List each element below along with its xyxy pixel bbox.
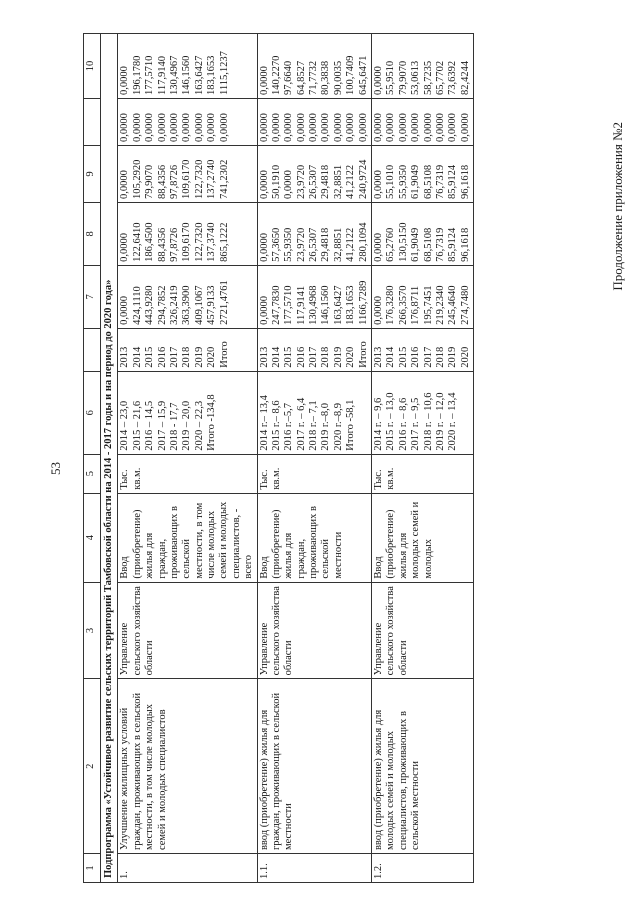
total-funding-value: 176,8711 — [410, 285, 422, 325]
measure-name: ввод (приобретение) жилья для молодых семей и молодых специалистов, проживающих в сельской местности — [372, 679, 474, 854]
indicator: Ввод (приобретение) жилья для граждан, проживающих в сельской местности, в том числе молодых семей и молодых специалистов, - всего — [118, 493, 257, 582]
unit: Тыс. кв.м. — [372, 454, 474, 493]
target-values-value: 2017 г. – 6,4 — [295, 397, 307, 451]
column-number: 7 — [84, 265, 101, 328]
extrabudgetary-funding-value: 0,0000 — [258, 66, 270, 96]
federal-funding-value: 109,6170 — [181, 222, 193, 262]
total-funding-value: 0,0000 — [258, 295, 270, 325]
target-values — [118, 371, 257, 454]
target-values-value: 2019 г. – 12,0 — [434, 392, 446, 451]
years-value: 2017 — [308, 346, 320, 368]
federal-funding-value: 96,1618 — [459, 227, 471, 262]
total-funding-value: 363,3900 — [181, 285, 193, 325]
column-number: 9 — [84, 145, 101, 202]
total-funding-value: 424,1110 — [131, 286, 143, 325]
regional-funding — [118, 145, 257, 202]
years-value: 2015 — [144, 346, 156, 368]
regional-funding-value: 0,0000 — [119, 170, 131, 199]
federal-funding-value: 29,4818 — [320, 227, 332, 262]
regional-funding-value: 85,9124 — [447, 164, 459, 199]
column-number — [84, 99, 101, 146]
target-values-value: 2016 – 14,5 — [144, 400, 156, 451]
regional-funding-value: 137,2740 — [206, 159, 218, 199]
municipal-funding-value: 0,0000 — [270, 113, 282, 142]
row-number: 1. — [118, 854, 257, 883]
federal-funding-value: 88,4356 — [156, 227, 168, 262]
target-values-value: 2015 г. – 13,0 — [385, 392, 397, 451]
column-number: 8 — [84, 202, 101, 265]
regional-funding-value: 79,9070 — [144, 164, 156, 199]
municipal-funding-value: 0,0000 — [459, 113, 471, 142]
regional-funding-value: 55,1010 — [385, 164, 397, 199]
regional-funding-value: 0,0000 — [258, 170, 270, 199]
total-funding-value: 443,9280 — [144, 285, 156, 325]
total-funding — [118, 265, 257, 328]
federal-funding-value: 865,1222 — [218, 222, 230, 262]
federal-funding — [257, 202, 372, 265]
years-value: 2013 — [258, 346, 270, 368]
row-number: 1.1. — [257, 854, 372, 883]
municipal-funding-value: 0,0000 — [193, 113, 205, 142]
total-funding-value: 294,7852 — [156, 285, 168, 325]
municipal-funding-value: 0,0000 — [308, 113, 320, 142]
federal-funding-value: 61,9049 — [410, 227, 422, 262]
municipal-funding-value: 0,0000 — [258, 113, 270, 142]
target-values-value: 2020 г. – 13,4 — [447, 392, 459, 451]
extrabudgetary-funding-value: 90,0035 — [332, 60, 344, 96]
regional-funding-value: 96,1618 — [459, 164, 471, 199]
years-value: 2019 — [332, 346, 344, 368]
years-value: 2013 — [373, 346, 385, 368]
years-value: 2020 — [206, 346, 218, 368]
target-values-value: 2018 - 17,7 — [168, 402, 180, 451]
total-funding-value: 219,2340 — [434, 285, 446, 325]
years-value: 2014 — [385, 346, 397, 368]
target-values-value: 2014 – 23,0 — [119, 400, 131, 451]
federal-funding-value: 57,3650 — [270, 227, 282, 262]
total-funding-value: 0,0000 — [373, 295, 385, 325]
total-funding-value: 409,1067 — [193, 285, 205, 325]
target-values-value: 2018 г. – 10,6 — [422, 392, 434, 451]
federal-funding-value: 0,0000 — [258, 232, 270, 262]
regional-funding-value: 55,9350 — [397, 164, 409, 199]
extrabudgetary-funding-value: 64,8527 — [295, 60, 307, 96]
total-funding — [257, 265, 372, 328]
regional-funding-value: 61,9049 — [410, 164, 422, 199]
years — [118, 328, 257, 371]
extrabudgetary-funding-value: 117,9140 — [156, 56, 168, 96]
municipal-funding-value: 0,0000 — [332, 113, 344, 142]
indicator: Ввод (приобретение) жилья для граждан, проживающих в сельской местности — [257, 493, 372, 582]
executor: Управление сельского хозяйства области — [372, 582, 474, 679]
municipal-funding-value: 0,0000 — [320, 113, 332, 142]
regional-funding-value: 29,4818 — [320, 164, 332, 199]
federal-funding-value: 65,2760 — [385, 227, 397, 262]
column-number: 6 — [84, 371, 101, 454]
unit: Тыс. кв.м. — [118, 454, 257, 493]
extrabudgetary-funding-value: 163,6427 — [193, 55, 205, 96]
federal-funding-value: 55,9350 — [283, 227, 295, 262]
extrabudgetary-funding-value: 58,7235 — [422, 60, 434, 96]
measure-name: ввод (приобретение) жилья для граждан, проживающих в сельской местности — [257, 679, 372, 854]
target-values-value: 2017 г. – 9,5 — [410, 397, 422, 451]
target-values-value: 2018 г.– 7,1 — [308, 400, 320, 451]
column-number: 4 — [84, 493, 101, 582]
years-value: 2016 — [295, 346, 307, 368]
regional-funding-value: 32,8851 — [332, 164, 344, 199]
total-funding-value: 176,3280 — [385, 285, 397, 325]
extrabudgetary-funding-value: 80,3838 — [320, 60, 332, 96]
years-value: 2017 — [168, 346, 180, 368]
federal-funding-value: 41,2122 — [345, 227, 357, 262]
extrabudgetary-funding — [372, 34, 474, 99]
executor: Управление сельского хозяйства области — [257, 582, 372, 679]
target-values-value: 2020 – 22,3 — [193, 400, 205, 451]
total-funding — [372, 265, 474, 328]
total-funding-value: 0,0000 — [119, 295, 131, 325]
municipal-funding — [118, 99, 257, 146]
regional-funding-value: 76,7319 — [434, 164, 446, 199]
federal-funding-value: 32,8851 — [332, 227, 344, 262]
total-funding-value: 326,2419 — [168, 285, 180, 325]
target-values-value: 2016 г. – 8,6 — [397, 397, 409, 451]
indicator: Ввод (приобретение) жилья для молодых семей и молодых — [372, 493, 474, 582]
federal-funding-value: 85,9124 — [447, 227, 459, 262]
extrabudgetary-funding-value: 73,6392 — [447, 60, 459, 96]
years — [257, 328, 372, 371]
target-values — [257, 371, 372, 454]
regional-funding-value: 122,7320 — [193, 159, 205, 199]
total-funding-value: 274,7480 — [459, 285, 471, 325]
target-values-value: 2014 г. – 9,6 — [373, 397, 385, 451]
program-table — [83, 33, 474, 883]
years-value: Итого — [218, 341, 230, 368]
table-row — [118, 34, 257, 883]
subprogram-title-row — [101, 34, 118, 883]
extrabudgetary-funding-value: 0,0000 — [373, 66, 385, 96]
column-number: 5 — [84, 454, 101, 493]
total-funding-value: 245,4640 — [447, 285, 459, 325]
federal-funding-value: 137,3740 — [206, 222, 218, 262]
municipal-funding-value: 0,0000 — [283, 113, 295, 142]
extrabudgetary-funding-value: 100,7409 — [345, 55, 357, 96]
years-value: 2013 — [119, 346, 131, 368]
federal-funding-value: 76,7319 — [434, 227, 446, 262]
federal-funding-value: 130,5150 — [397, 222, 409, 262]
total-funding-value: 183,1653 — [345, 285, 357, 325]
appendix-continuation-note: Продолжение приложения №2 — [610, 122, 625, 291]
municipal-funding-value: 0,0000 — [131, 113, 143, 142]
column-number: 1 — [84, 854, 101, 883]
municipal-funding — [257, 99, 372, 146]
extrabudgetary-funding-value: 82,4244 — [459, 60, 471, 96]
column-number: 3 — [84, 582, 101, 679]
years-value: 2018 — [434, 346, 446, 368]
federal-funding-value: 0,0000 — [373, 232, 385, 262]
extrabudgetary-funding-value: 146,1560 — [181, 55, 193, 96]
column-number — [84, 328, 101, 371]
target-values-value: 2015 г.– 8,6 — [270, 400, 282, 451]
years-value: 2015 — [397, 346, 409, 368]
regional-funding — [372, 145, 474, 202]
extrabudgetary-funding-value: 130,4967 — [168, 55, 180, 96]
years-value: 2017 — [422, 346, 434, 368]
federal-funding-value: 186,4500 — [144, 222, 156, 262]
extrabudgetary-funding — [257, 34, 372, 99]
years-value: 2016 — [156, 346, 168, 368]
unit: Тыс. кв.м. — [257, 454, 372, 493]
regional-funding-value: 41,2122 — [345, 164, 357, 199]
total-funding-value: 247,7830 — [270, 285, 282, 325]
total-funding-value: 195,7451 — [422, 285, 434, 325]
row-number: 1.2. — [372, 854, 474, 883]
regional-funding-value: 68,5108 — [422, 164, 434, 199]
federal-funding-value: 97,8726 — [168, 227, 180, 262]
target-values-value: 2014 г.– 13,4 — [258, 395, 270, 451]
regional-funding — [257, 145, 372, 202]
municipal-funding — [372, 99, 474, 146]
total-funding-value: 146,1560 — [320, 285, 332, 325]
municipal-funding-value: 0,0000 — [434, 113, 446, 142]
extrabudgetary-funding-value: 55,9510 — [385, 60, 397, 96]
municipal-funding-value: 0,0000 — [397, 113, 409, 142]
regional-funding-value: 50,1910 — [270, 164, 282, 199]
municipal-funding-value: 0,0000 — [295, 113, 307, 142]
program-table-wrapper — [83, 33, 474, 883]
federal-funding-value: 280,1094 — [357, 222, 369, 262]
years-value: 2018 — [320, 346, 332, 368]
table-row — [257, 34, 372, 883]
target-values — [372, 371, 474, 454]
regional-funding-value: 88,4356 — [156, 164, 168, 199]
total-funding-value: 457,9133 — [206, 285, 218, 325]
municipal-funding-value: 0,0000 — [357, 113, 369, 142]
municipal-funding-value: 0,0000 — [181, 113, 193, 142]
total-funding-value: 130,4968 — [308, 285, 320, 325]
target-values-value: Итого -58,1 — [345, 399, 357, 451]
years-value: 2014 — [270, 346, 282, 368]
municipal-funding-value: 0,0000 — [373, 113, 385, 142]
extrabudgetary-funding — [118, 34, 257, 99]
target-values-value: 2019 г.–8,0 — [320, 402, 332, 451]
federal-funding — [118, 202, 257, 265]
municipal-funding-value: 0,0000 — [218, 113, 230, 142]
regional-funding-value: 741,2302 — [218, 159, 230, 199]
subprogram-title: Подпрограмма «Устойчивое развитие сельских территорий Тамбовской области на 2014 - 2017 годы и на период до 2020 года» — [101, 34, 118, 883]
municipal-funding-value: 0,0000 — [168, 113, 180, 142]
target-values-value: Итого -134,8 — [206, 394, 218, 451]
years-value: 2018 — [181, 346, 193, 368]
years — [372, 328, 474, 371]
federal-funding-value: 122,7320 — [193, 222, 205, 262]
municipal-funding-value: 0,0000 — [410, 113, 422, 142]
total-funding-value: 117,9141 — [295, 285, 307, 325]
federal-funding-value: 0,0000 — [119, 232, 131, 262]
municipal-funding-value: 0,0000 — [119, 113, 131, 142]
extrabudgetary-funding-value: 177,5710 — [144, 55, 156, 96]
regional-funding-value: 105,2920 — [131, 159, 143, 199]
total-funding-value: 1166,7289 — [357, 280, 369, 325]
municipal-funding-value: 0,0000 — [422, 113, 434, 142]
extrabudgetary-funding-value: 71,7732 — [308, 60, 320, 96]
federal-funding-value: 23,9720 — [295, 227, 307, 262]
regional-funding-value: 97,8726 — [168, 164, 180, 199]
executor: Управление сельского хозяйства области — [118, 582, 257, 679]
federal-funding-value: 68,5108 — [422, 227, 434, 262]
target-values-value: 2020 г.–8,9 — [332, 402, 344, 451]
extrabudgetary-funding-value: 1115,1237 — [218, 51, 230, 96]
years-value: Итого — [357, 341, 369, 368]
years-value: 2019 — [447, 346, 459, 368]
target-values-value: 2016 г.–5,7 — [283, 402, 295, 451]
extrabudgetary-funding-value: 0,0000 — [119, 66, 131, 96]
municipal-funding-value: 0,0000 — [144, 113, 156, 142]
table-row — [372, 34, 474, 883]
extrabudgetary-funding-value: 65,7702 — [434, 60, 446, 96]
years-value: 2020 — [459, 346, 471, 368]
extrabudgetary-funding-value: 645,6471 — [357, 55, 369, 96]
target-values-value: 2019 – 20,0 — [181, 400, 193, 451]
extrabudgetary-funding-value: 79,9070 — [397, 60, 409, 96]
column-number: 2 — [84, 679, 101, 854]
extrabudgetary-funding-value: 196,1780 — [131, 55, 143, 96]
years-value: 2014 — [131, 346, 143, 368]
target-values-value: 2017 – 15,9 — [156, 400, 168, 451]
regional-funding-value: 109,6170 — [181, 159, 193, 199]
regional-funding-value: 26,5307 — [308, 164, 320, 199]
federal-funding — [372, 202, 474, 265]
municipal-funding-value: 0,0000 — [156, 113, 168, 142]
column-number: 10 — [84, 34, 101, 99]
total-funding-value: 177,5710 — [283, 285, 295, 325]
regional-funding-value: 0,0000 — [373, 170, 385, 199]
total-funding-value: 163,6427 — [332, 285, 344, 325]
years-value: 2019 — [193, 346, 205, 368]
regional-funding-value: 23,9720 — [295, 164, 307, 199]
municipal-funding-value: 0,0000 — [206, 113, 218, 142]
federal-funding-value: 122,6410 — [131, 222, 143, 262]
municipal-funding-value: 0,0000 — [447, 113, 459, 142]
years-value: 2016 — [410, 346, 422, 368]
regional-funding-value: 0,0000 — [283, 170, 295, 199]
target-values-value: 2015 – 21,6 — [131, 400, 143, 451]
years-value: 2015 — [283, 346, 295, 368]
extrabudgetary-funding-value: 140,2270 — [270, 55, 282, 96]
regional-funding-value: 240,9724 — [357, 159, 369, 199]
total-funding-value: 2721,4761 — [218, 280, 230, 325]
extrabudgetary-funding-value: 53,0613 — [410, 60, 422, 96]
municipal-funding-value: 0,0000 — [385, 113, 397, 142]
federal-funding-value: 26,5307 — [308, 227, 320, 262]
extrabudgetary-funding-value: 97,6640 — [283, 60, 295, 96]
municipal-funding-value: 0,0000 — [345, 113, 357, 142]
extrabudgetary-funding-value: 183,1653 — [206, 55, 218, 96]
column-number-row — [84, 34, 101, 883]
total-funding-value: 266,3570 — [397, 285, 409, 325]
page-number: 53 — [48, 462, 63, 475]
measure-name: Улучшение жилищных условий граждан, проживающих в сельской местности, в том числе молодых семей и молодых специалистов — [118, 679, 257, 854]
years-value: 2020 — [345, 346, 357, 368]
